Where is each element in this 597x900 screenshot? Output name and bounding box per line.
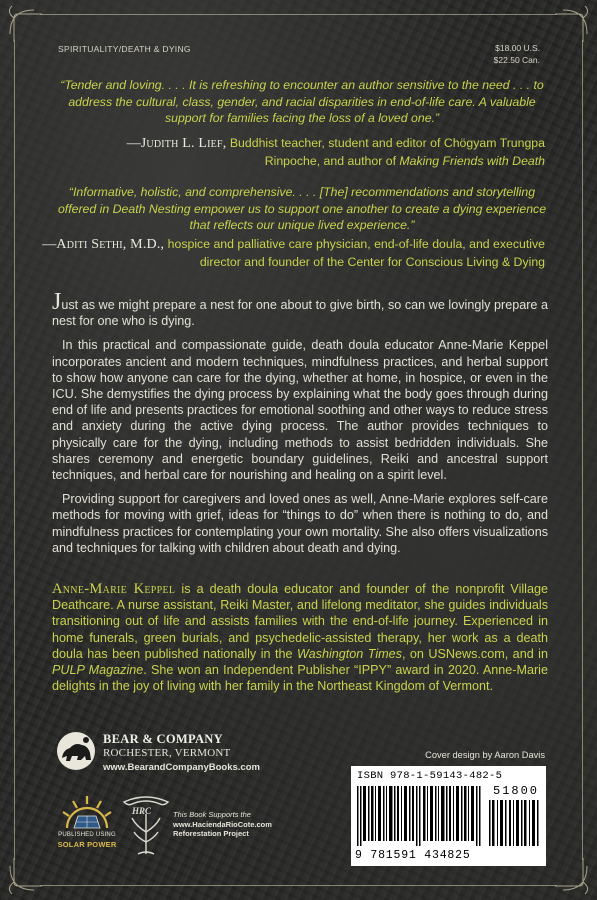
reforestation-url: www.HaciendaRioCote.com	[173, 819, 272, 829]
author-bio	[52, 581, 548, 702]
reforestation-note	[173, 810, 283, 839]
praise-attribution-1	[75, 135, 545, 169]
reviewer-name: —Aditi Sethi, M.D.,	[42, 237, 165, 252]
solar-power-logo-icon	[56, 790, 118, 860]
author-name: Anne-Marie Keppel	[52, 581, 176, 597]
drop-cap: J	[52, 289, 62, 315]
praise-attribution-2	[25, 236, 545, 270]
price-can: $22.50 Can.	[493, 55, 540, 65]
frame-border	[40, 885, 557, 886]
isbn-digits: 9 781591 434825	[355, 849, 471, 862]
isbn-label: ISBN 978-1-59143-482-5	[357, 770, 503, 782]
isbn-barcode	[351, 766, 546, 866]
author-bio-paragraph	[52, 581, 548, 694]
frame-border	[582, 40, 583, 860]
frame-corner-ornament	[553, 4, 593, 44]
frame-corner-ornament	[4, 856, 44, 896]
book-description	[52, 289, 548, 564]
description-paragraph-3: Providing support for caregivers and loved ones as well, Anne-Marie explores self-care methods for moving with grief, ideas for “things to do” when there is nothing to do, and mindfulness practices for contemplating your own mortality. She also offers visualizations and techniques for talking with children about death and dying.	[52, 492, 548, 555]
publisher-city: ROCHESTER, VERMONT	[103, 747, 231, 759]
praise-quote-1: “Tender and loving. . . . It is refreshing to encounter an author sensitive to the need . . . to address the cultural, class, gender, and racial disparities in end-of-life care. A valuable support for families facing the loss of a loved one.”	[60, 78, 544, 125]
ean-barcode-bars	[357, 786, 481, 846]
reviewer-title: hospice and palliative care physician, end-of-life doula, and executive director and founder of the Center for Conscious Living & Dying	[167, 237, 545, 269]
price-block	[494, 42, 540, 66]
frame-corner-ornament	[4, 4, 44, 44]
author-bio-text-2: , on USNews.com, and in	[401, 646, 548, 661]
frame-border	[14, 40, 15, 860]
author-bio-text-1: is a death doula educator and founder of the nonprofit Village Deathcare. A nurse assistant, Reiki Master, and lifelong meditator, she guides individuals transitioning out of life and assists families with the end-of-life journey. Experienced in home funerals, green burials, and psychedelic-assisted therapy, her work as a death doula has been published nationally in the	[52, 582, 548, 661]
solar-label-top: PUBLISHED USING	[58, 832, 116, 838]
svg-text:HRC: HRC	[132, 806, 152, 816]
reviewer-book-title: Making Friends with Death	[399, 153, 545, 168]
publisher-url: www.BearandCompanyBooks.com	[103, 762, 260, 773]
author-bio-publication-1: Washington Times	[297, 646, 402, 661]
reviewer-name: —Judith L. Lief,	[126, 136, 227, 151]
description-paragraph-1	[52, 289, 548, 329]
price-barcode-bars	[489, 800, 539, 846]
reforestation-line-3: Reforestation Project	[173, 829, 249, 838]
author-bio-publication-2: PULP Magazine	[52, 663, 144, 678]
reforestation-line-1: This Book Supports the	[173, 810, 251, 819]
hacienda-rio-cote-logo-icon	[118, 792, 174, 864]
praise-quote-2: “Informative, holistic, and comprehensive. . . . [The] recommendations and storytelling offered in Death Nesting empower us to support one another to create a dying experience that reflects our unique lived experience.”	[57, 185, 547, 232]
frame-border	[40, 14, 557, 15]
frame-corner-ornament	[553, 856, 593, 896]
description-paragraph-1-text: ust as we might prepare a nest for one about to give birth, so can we lovingly prepare a nest for one who is dying.	[52, 298, 548, 329]
author-bio-text-3: . She won an Independent Publisher “IPPY” award in 2020. Anne-Marie delights in the joy of living with her family in the Northeast Kingdom of Vermont.	[52, 663, 548, 694]
solar-label-bottom: SOLAR POWER	[57, 840, 117, 849]
description-paragraph-2: In this practical and compassionate guide, death doula educator Anne-Marie Keppel incorporates ancient and modern techniques, mindfulness practices, and herbal support to show how anyone can care for the dying, whether at home, in hospice, or even in the ICU. She demystifies the dying process by explaining what the body goes through during end of life and presents practices for emotional soothing and other ways to reduce stress and anxiety during the active dying process. The author provides techniques to physically care for the dying, including methods to assist bedridden individuals. She shares ceremony and energetic boundary guidelines, Reiki and ancestral support techniques, and herbal care for nourishing and healing on a spirit level.	[52, 338, 548, 483]
publisher-name: BEAR & COMPANY	[103, 732, 223, 746]
bear-logo-icon	[55, 730, 97, 772]
reviewer-title: Buddhist teacher, student and editor of Chögyam Trungpa Rinpoche, and author of	[229, 136, 545, 168]
price-code: 51800	[493, 784, 540, 798]
publisher-block	[55, 730, 285, 775]
category-label: SPIRITUALITY/DEATH & DYING	[58, 44, 191, 54]
price-us: $18.00 U.S.	[495, 43, 540, 53]
cover-design-credit: Cover design by Aaron Davis	[425, 750, 545, 760]
